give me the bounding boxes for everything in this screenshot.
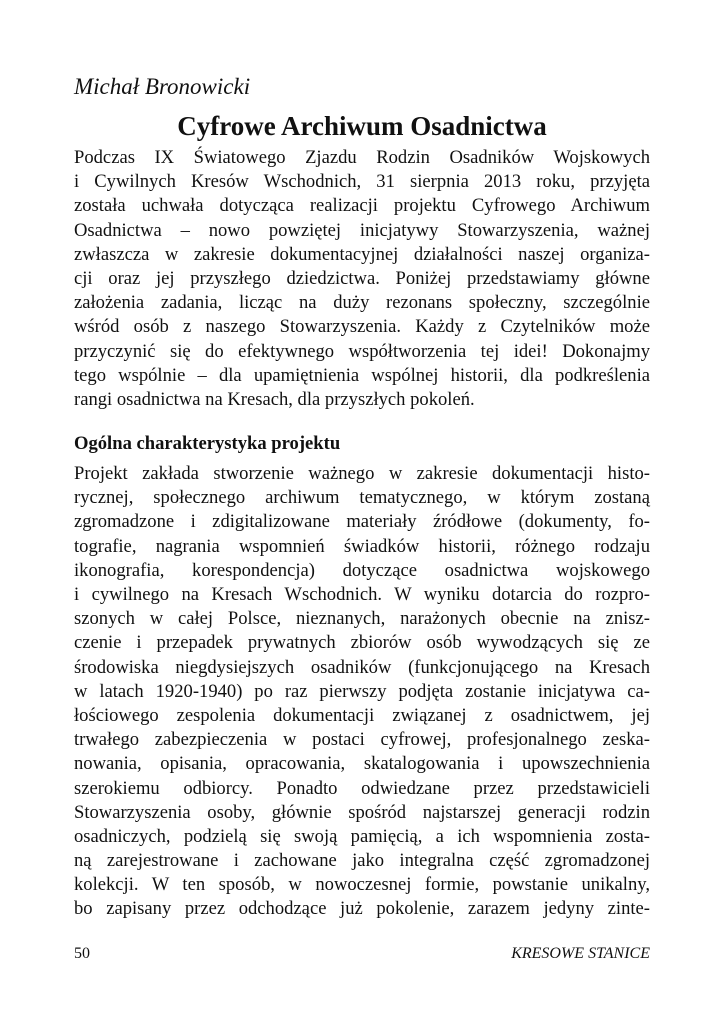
- section-line: Stowarzyszenia osoby, głównie spośród najstarszej generacji rodzin: [74, 801, 650, 823]
- section-line: w latach 1920-1940) po raz pierwszy podjęta zostanie inicjatywa ca-: [74, 680, 650, 702]
- intro-line: zwłaszcza w zakresie dokumentacyjnej działalności naszej organiza-: [74, 243, 650, 265]
- intro-line: rangi osadnictwa na Kresach, dla przyszłych pokoleń.: [74, 388, 475, 410]
- article-title: Cyfrowe Archiwum Osadnictwa: [177, 111, 547, 141]
- intro-line: została uchwała dotycząca realizacji projektu Cyfrowego Archiwum: [74, 195, 650, 217]
- section-line: kolekcji. W ten sposób, w nowoczesnej formie, powstanie unikalny,: [74, 874, 650, 896]
- author-name: Michał Bronowicki: [74, 74, 251, 99]
- section-line: zgromadzone i zdigitalizowane materiały źródłowe (dokumenty, fo-: [74, 511, 650, 533]
- section-line: Projekt zakłada stworzenie ważnego w zakresie dokumentacji histo-: [74, 463, 650, 485]
- section-line: osadniczych, podzielą się swoją pamięcią, a ich wspomnienia zosta-: [74, 825, 650, 847]
- section-line: tografie, nagrania wspomnień świadków historii, różnego rodzaju: [74, 535, 650, 557]
- intro-line: Podczas IX Światowego Zjazdu Rodzin Osadników Wojskowych: [74, 147, 650, 168]
- page-number: 50: [74, 945, 90, 962]
- section-line: bo zapisany przez odchodzące już pokolenie, zarazem jedyny zinte-: [74, 898, 650, 920]
- intro-paragraph: [74, 146, 650, 412]
- intro-line: cji oraz jej przyszłego dziedzictwa. Poniżej przedstawiamy główne: [74, 267, 650, 289]
- section-paragraph: [74, 462, 650, 922]
- section-line: rycznej, społecznego archiwum tematycznego, w którym zostaną: [74, 487, 650, 509]
- running-title: KRESOWE STANICE: [511, 945, 650, 962]
- section-line: nowania, opisania, opracowania, skatalogowania i upowszechnienia: [74, 753, 650, 775]
- section-line: środowiska niegdysiejszych osadników (funkcjonującego na Kresach: [74, 656, 650, 678]
- intro-line: przyczynić się do efektywnego współtworzenia tej idei! Dokonajmy: [74, 340, 650, 362]
- section-line: ikonografia, korespondencja) dotyczące osadnictwa wojskowego: [74, 559, 650, 581]
- section-line: szerokiemu odbiorcy. Ponadto odwiedzane przez przedstawicieli: [74, 777, 650, 799]
- intro-line: tego wspólnie – dla upamiętnienia wspólnej historii, dla podkreślenia: [74, 364, 650, 386]
- intro-line: Osadnictwa – nowo powziętej inicjatywy Stowarzyszenia, ważnej: [74, 219, 650, 241]
- section-line: ną zarejestrowane i zachowane jako integralna część zgromadzonej: [74, 850, 650, 872]
- page-content: [74, 72, 650, 922]
- section-line: szonych w całej Polsce, nieznanych, narażonych obecnie na znisz-: [74, 608, 650, 630]
- section-line: czenie i przepadek prywatnych zbiorów osób wywodzących się ze: [74, 632, 650, 654]
- section-heading: Ogólna charakterystyka projektu: [74, 433, 341, 455]
- section-line: łościowego zespolenia dokumentacji związanej z osadnictwem, jej: [74, 704, 650, 726]
- section-line: trwałego zabezpieczenia w postaci cyfrowej, profesjonalnego zeska-: [74, 729, 650, 751]
- intro-line: i Cywilnych Kresów Wschodnich, 31 sierpnia 2013 roku, przyjęta: [74, 171, 650, 193]
- section-line: i cywilnego na Kresach Wschodnich. W wyniku dotarcia do rozpro-: [74, 584, 650, 605]
- intro-line: założenia zadania, licząc na duży rezonans społeczny, szczególnie: [74, 292, 650, 314]
- intro-line: wśród osób z naszego Stowarzyszenia. Każdy z Czytelników może: [74, 316, 650, 338]
